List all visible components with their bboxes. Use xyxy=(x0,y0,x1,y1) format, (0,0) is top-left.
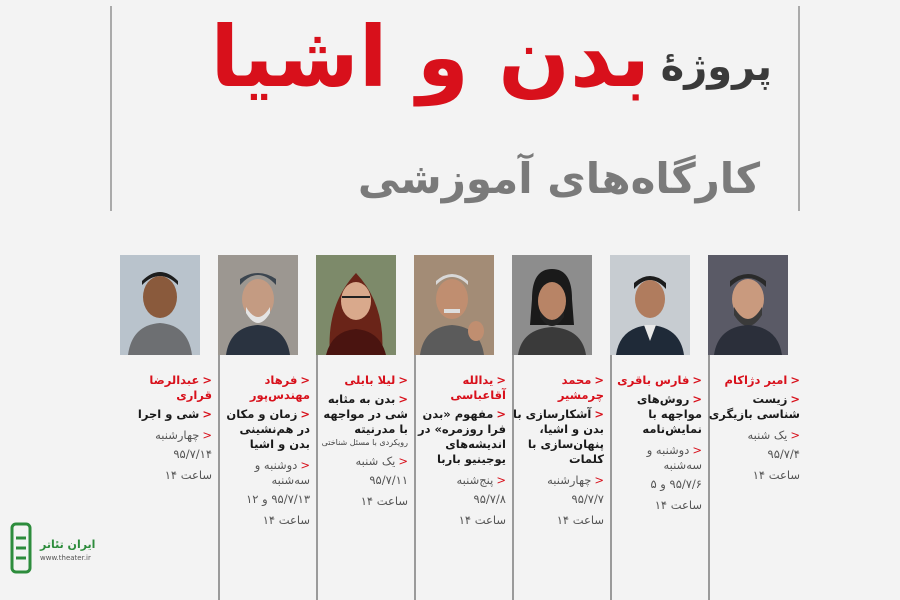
workshop-column-charmshir xyxy=(512,255,604,600)
chevron-icon: < xyxy=(398,392,408,406)
title-left-rule xyxy=(110,6,112,211)
chevron-icon: < xyxy=(202,373,212,387)
workshop-info xyxy=(512,373,604,528)
instructor-name: یدالله آقاعباسی xyxy=(450,373,506,402)
title-block xyxy=(110,6,800,211)
portrait-icon xyxy=(120,255,200,355)
portrait-icon xyxy=(218,255,298,355)
workshop-info xyxy=(316,373,408,509)
instructor-name: فرهاد مهندس‌پور xyxy=(249,373,310,402)
subtitle: کارگاه‌های آموزشی xyxy=(357,154,760,203)
workshop-day: پنج‌شنبه xyxy=(456,473,494,487)
workshop-info xyxy=(708,373,800,483)
workshop-columns xyxy=(110,255,800,600)
instructor-name: محمد چرمشیر xyxy=(557,373,604,402)
chevron-icon: < xyxy=(692,373,702,387)
portrait-icon xyxy=(610,255,690,355)
chevron-icon: < xyxy=(692,392,702,406)
chevron-icon: < xyxy=(398,454,408,468)
workshop-column-mohandespour xyxy=(218,255,310,600)
project-label: پروژۀ xyxy=(660,44,772,90)
workshop-day: دوشنبه و سه‌شنبه xyxy=(254,458,310,487)
workshop-info xyxy=(414,373,506,528)
instructor-name: فارس باقری xyxy=(617,373,690,387)
chevron-icon: < xyxy=(790,373,800,387)
workshop-day: یک شنبه xyxy=(355,454,396,468)
workshop-time: ساعت ۱۴ xyxy=(164,468,212,482)
logo-url: www.theater.ir xyxy=(40,554,91,562)
chevron-icon: < xyxy=(496,473,506,487)
workshop-topic: بدن به مثابه شی در مواجهه با مدرنیته xyxy=(323,392,408,436)
workshop-column-bagheri xyxy=(610,255,702,600)
workshop-info xyxy=(610,373,702,513)
workshop-date: ۹۵/۷/۷ xyxy=(571,492,604,506)
workshop-column-qarari xyxy=(120,255,212,600)
chevron-icon: < xyxy=(790,428,800,442)
portrait-icon xyxy=(316,255,396,355)
chevron-icon: < xyxy=(594,373,604,387)
chevron-icon: < xyxy=(594,473,604,487)
workshop-topic: شی و اجرا xyxy=(137,407,200,421)
workshop-day: دوشنبه و سه‌شنبه xyxy=(646,443,702,472)
instructor-name: عبدالرضا قراری xyxy=(149,373,212,402)
workshop-time: ساعت ۱۴ xyxy=(360,494,408,508)
logo-emblem-icon xyxy=(6,520,36,576)
portrait-icon xyxy=(414,255,494,355)
workshop-column-babli xyxy=(316,255,408,600)
workshop-column-dezhakam xyxy=(708,255,800,600)
chevron-icon: < xyxy=(202,428,212,442)
workshop-date: ۹۵/۷/۸ xyxy=(473,492,506,506)
instructor-name: امیر دژاکام xyxy=(724,373,788,387)
workshop-time: ساعت ۱۴ xyxy=(262,513,310,527)
title-right-rule xyxy=(798,6,800,211)
chevron-icon: < xyxy=(692,443,702,457)
workshop-date: ۹۵/۷/۱۱ xyxy=(369,473,408,487)
workshop-time: ساعت ۱۴ xyxy=(654,498,702,512)
workshop-date: ۹۵/۷/۱۴ xyxy=(173,447,212,461)
workshop-topic: زمان و مکان در هم‌نشینی بدن و اشیا xyxy=(226,407,310,451)
workshop-date: ۹۵/۷/۴ xyxy=(767,447,800,461)
workshop-topic: زیست شناسی بازیگری xyxy=(708,392,800,421)
workshop-date: ۹۵/۷/۱۳ و ۱۲ xyxy=(246,492,310,506)
instructor-name: لیلا بابلی xyxy=(344,373,396,387)
workshop-time: ساعت ۱۴ xyxy=(556,513,604,527)
chevron-icon: < xyxy=(594,407,604,421)
logo-name: ایران تئاتر xyxy=(40,538,96,551)
workshop-topic: روش‌های مواجهه با نمایش‌نامه xyxy=(636,392,702,436)
workshop-column-aghaabbasi xyxy=(414,255,506,600)
workshop-date: ۹۵/۷/۶ و ۵ xyxy=(650,477,702,491)
iran-theater-logo xyxy=(6,520,106,582)
workshop-note: رویکردی با مسئل شناختی xyxy=(321,438,408,447)
chevron-icon: < xyxy=(496,373,506,387)
chevron-icon: < xyxy=(300,458,310,472)
workshop-time: ساعت ۱۴ xyxy=(752,468,800,482)
chevron-icon: < xyxy=(202,407,212,421)
workshop-time: ساعت ۱۴ xyxy=(458,513,506,527)
chevron-icon: < xyxy=(398,373,408,387)
chevron-icon: < xyxy=(790,392,800,406)
workshop-day: چهارشنبه xyxy=(155,428,200,442)
chevron-icon: < xyxy=(300,407,310,421)
workshop-day: چهارشنبه xyxy=(547,473,592,487)
workshop-info xyxy=(120,373,212,483)
portrait-icon xyxy=(512,255,592,355)
main-title: بدن و اشیا xyxy=(210,8,650,106)
workshop-info xyxy=(218,373,310,528)
chevron-icon: < xyxy=(496,407,506,421)
chevron-icon: < xyxy=(300,373,310,387)
workshop-topic: مفهوم «بدن فرا روزمره» در اندیشه‌های یوجینیو باربا xyxy=(417,407,506,466)
workshop-day: یک شنبه xyxy=(747,428,788,442)
portrait-icon xyxy=(708,255,788,355)
workshop-topic: آشکارسازی با بدن و اشیا، پنهان‌سازی با کلمات xyxy=(513,407,604,466)
